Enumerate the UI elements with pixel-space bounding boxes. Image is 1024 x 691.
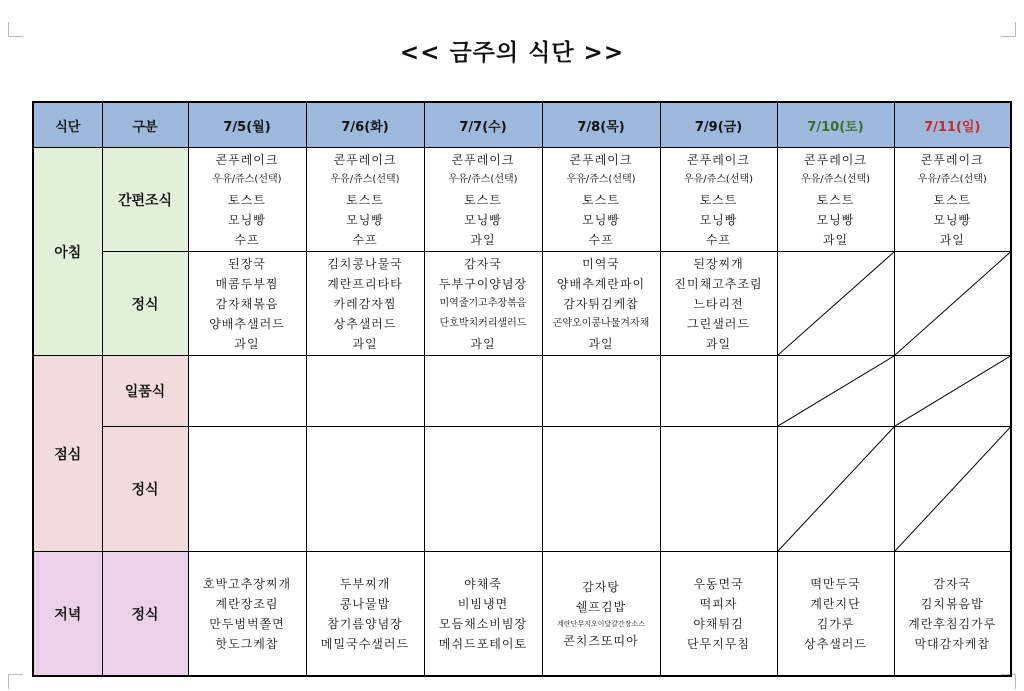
header-category: 구분 <box>102 102 188 148</box>
menu-item: 감자국 <box>464 256 502 271</box>
header-day: 7/6(화) <box>306 102 424 148</box>
menu-cell <box>306 356 424 427</box>
menu-cell <box>660 252 777 356</box>
menu-item: 그린샐러드 <box>687 316 750 331</box>
category-label: 일품식 <box>102 356 188 427</box>
menu-item: 떡피자 <box>699 596 738 611</box>
menu-item: 토스트 <box>346 192 384 207</box>
diagonal-strike-icon <box>895 356 1011 426</box>
menu-cell <box>306 427 424 552</box>
menu-cell <box>777 552 894 677</box>
header-day: 7/8(목) <box>542 102 660 148</box>
no-service-cell <box>777 252 894 356</box>
menu-item: 우유/쥬스(선택) <box>212 173 282 185</box>
menu-item: 콘치즈또띠아 <box>563 633 639 648</box>
menu-item: 우유/쥬스(선택) <box>566 173 636 185</box>
menu-item: 콘푸레이크 <box>333 152 397 167</box>
menu-item: 쉘프김밥 <box>575 599 627 614</box>
menu-item: 모닝빵 <box>346 212 384 227</box>
meal-label-breakfast: 아침 <box>33 148 102 356</box>
menu-cell <box>188 552 306 677</box>
menu-item: 메밀국수샐러드 <box>320 636 410 651</box>
menu-item: 콘푸레이크 <box>804 152 867 167</box>
menu-item: 우유/쥬스(선택) <box>917 173 987 185</box>
menu-item: 우유/쥬스(선택) <box>800 173 871 185</box>
menu-cell <box>542 427 660 552</box>
menu-item: 떡만두국 <box>810 576 861 591</box>
menu-item: 감자탕 <box>582 579 620 594</box>
menu-cell <box>306 552 424 677</box>
header-meal: 식단 <box>33 102 102 148</box>
menu-item: 토스트 <box>464 192 502 207</box>
menu-item: 단호박치커리샐러드 <box>439 317 527 329</box>
page-title: << 금주의 식단 >> <box>399 40 625 66</box>
menu-item: 과일 <box>705 336 732 351</box>
menu-cell <box>542 552 660 677</box>
page-corner-mark <box>8 674 23 689</box>
menu-cell <box>424 356 542 427</box>
menu-item: 참기름양념장 <box>327 616 403 631</box>
menu-cell <box>188 427 306 552</box>
menu-item: 감자국 <box>933 576 972 591</box>
meal-label-lunch: 점심 <box>33 356 102 552</box>
menu-item: 모닝빵 <box>699 212 738 227</box>
breakfast-simple-row <box>33 148 1011 252</box>
menu-item: 상추샐러드 <box>333 316 397 331</box>
menu-cell <box>660 552 777 677</box>
menu-item: 양배추계란파이 <box>556 276 646 291</box>
header-day: 7/7(수) <box>424 102 542 148</box>
category-label: 정식 <box>102 427 188 552</box>
menu-item: 메쉬드포테이토 <box>438 636 528 651</box>
menu-item: 과일 <box>822 232 849 247</box>
menu-item: 모닝빵 <box>933 212 972 227</box>
menu-cell <box>188 148 306 252</box>
menu-item: 과일 <box>234 336 260 351</box>
diagonal-strike-icon <box>778 356 894 426</box>
diagonal-strike-icon <box>895 427 1011 551</box>
no-service-cell <box>894 427 1011 552</box>
menu-item: 감자튀김케찹 <box>563 296 639 311</box>
menu-cell <box>424 427 542 552</box>
menu-item: 토스트 <box>816 192 855 207</box>
menu-item: 모듬채소비빔장 <box>438 616 528 631</box>
menu-item: 과일 <box>588 336 614 351</box>
menu-item: 토스트 <box>228 192 266 207</box>
breakfast-full-row <box>33 252 1011 356</box>
menu-item: 수프 <box>234 232 260 247</box>
menu-cell <box>542 356 660 427</box>
menu-item: 우동면국 <box>693 576 744 591</box>
menu-cell <box>777 148 894 252</box>
header-day: 7/5(월) <box>188 102 306 148</box>
menu-item: 수프 <box>588 232 614 247</box>
menu-cell <box>894 148 1011 252</box>
menu-cell <box>424 148 542 252</box>
menu-item: 콘푸레이크 <box>569 152 633 167</box>
menu-item: 과일 <box>470 336 496 351</box>
menu-cell <box>660 427 777 552</box>
menu-item: 수프 <box>705 232 732 247</box>
menu-cell <box>542 148 660 252</box>
menu-item: 만두범벅쫄면 <box>209 616 285 631</box>
lunch-single-row <box>33 356 1011 427</box>
diagonal-strike-icon <box>895 252 1011 355</box>
menu-item: 카레감자찜 <box>333 296 397 311</box>
menu-item: 미역줄기고추장볶음 <box>439 297 527 309</box>
menu-item: 콘푸레이크 <box>920 152 984 167</box>
diagonal-strike-icon <box>778 252 894 355</box>
menu-item: 상추샐러드 <box>804 636 867 651</box>
lunch-full-row <box>33 427 1011 552</box>
menu-item: 야채죽 <box>464 576 502 591</box>
menu-item: 두부찌개 <box>339 576 391 591</box>
menu-item: 콘푸레이크 <box>215 152 279 167</box>
category-label: 정식 <box>102 252 188 356</box>
menu-item: 과일 <box>470 232 496 247</box>
menu-cell <box>424 552 542 677</box>
menu-item: 토스트 <box>933 192 972 207</box>
menu-item: 모닝빵 <box>228 212 266 227</box>
no-service-cell <box>894 356 1011 427</box>
header-day-sunday: 7/11(일) <box>894 102 1011 148</box>
menu-item: 곤약오이콩나물겨자채 <box>552 317 650 329</box>
menu-item: 토스트 <box>582 192 620 207</box>
category-label: 간편조식 <box>102 148 188 252</box>
menu-item: 비빔냉면 <box>457 596 509 611</box>
weekly-menu-table <box>32 101 1012 677</box>
menu-item: 단무지무침 <box>687 636 750 651</box>
menu-item: 계란지단 <box>810 596 861 611</box>
menu-item: 김치콩나물국 <box>327 256 403 271</box>
menu-item: 계란후침김가루 <box>908 616 997 631</box>
header-day-saturday: 7/10(토) <box>777 102 894 148</box>
menu-item: 계란프리타타 <box>327 276 403 291</box>
menu-cell <box>306 252 424 356</box>
menu-item: 콘푸레이크 <box>451 152 515 167</box>
menu-item: 진미채고추조림 <box>674 276 763 291</box>
menu-item: 감자채볶음 <box>215 296 279 311</box>
menu-item: 모닝빵 <box>816 212 855 227</box>
menu-item: 된장찌개 <box>693 256 744 271</box>
menu-item: 핫도그케찹 <box>215 636 279 651</box>
menu-cell <box>542 252 660 356</box>
menu-item: 호박고추장찌개 <box>202 576 292 591</box>
menu-item: 모닝빵 <box>582 212 620 227</box>
menu-cell <box>894 552 1011 677</box>
category-label: 정식 <box>102 552 188 677</box>
menu-item: 미역국 <box>582 256 620 271</box>
menu-item: 모닝빵 <box>464 212 502 227</box>
menu-item: 과일 <box>939 232 965 247</box>
menu-item: 김치볶음밥 <box>920 596 984 611</box>
menu-item: 계란장조림 <box>215 596 279 611</box>
header-day: 7/9(금) <box>660 102 777 148</box>
diagonal-strike-icon <box>778 427 894 551</box>
menu-item: 막대감자케찹 <box>914 636 991 651</box>
no-service-cell <box>777 427 894 552</box>
menu-item: 야채튀김 <box>693 616 744 631</box>
menu-item: 우유/쥬스(선택) <box>448 173 518 185</box>
dinner-full-row <box>33 552 1011 677</box>
menu-item: 콘푸레이크 <box>687 152 750 167</box>
no-service-cell <box>894 252 1011 356</box>
menu-cell <box>424 252 542 356</box>
menu-item: 콩나물밥 <box>339 596 391 611</box>
menu-item: 두부구이양념장 <box>438 276 528 291</box>
menu-item: 우유/쥬스(선택) <box>683 173 754 185</box>
menu-item: 된장국 <box>228 256 266 271</box>
menu-cell <box>660 356 777 427</box>
menu-item: 느타리전 <box>693 296 744 311</box>
menu-item: 과일 <box>352 336 378 351</box>
menu-item: 매콤두부찜 <box>215 276 279 291</box>
menu-item: 우유/쥬스(선택) <box>330 173 400 185</box>
header-row <box>33 102 1011 148</box>
menu-item: 수프 <box>352 232 378 247</box>
no-service-cell <box>777 356 894 427</box>
menu-cell <box>188 252 306 356</box>
menu-cell <box>660 148 777 252</box>
menu-item: 양배추샐러드 <box>209 316 285 331</box>
menu-cell <box>188 356 306 427</box>
menu-item: 김가루 <box>816 616 855 631</box>
menu-item: 계란단무지오이달걀간장소스 <box>557 619 645 628</box>
menu-item: 토스트 <box>699 192 738 207</box>
menu-cell <box>306 148 424 252</box>
meal-label-dinner: 저녁 <box>33 552 102 677</box>
